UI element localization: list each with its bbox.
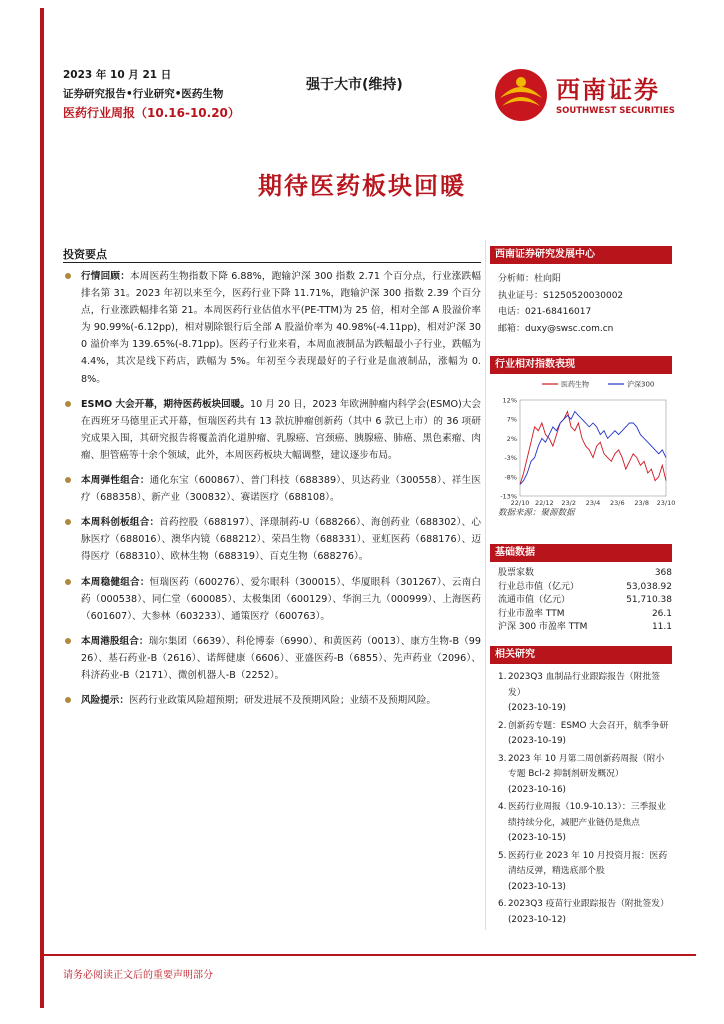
summary-bullet <box>63 396 481 464</box>
summary-bullets <box>63 268 481 717</box>
basic-data-value: 53,038.92 <box>626 581 672 592</box>
x-tick-label: 22/10 <box>510 499 530 507</box>
page-title: 期待医药板块回暖 <box>258 171 466 200</box>
y-tick-label: -13% <box>500 492 517 501</box>
bullet-lead: 本周弹性组合： <box>81 475 150 487</box>
related-report-title: 医药行业周报（10.9-10.13）：三季报业绩持续分化，减肥产业链仍是焦点 <box>508 802 666 828</box>
company-logo <box>494 66 674 122</box>
y-tick-label: 12% <box>502 396 517 405</box>
summary-bullet <box>63 633 481 684</box>
related-report[interactable] <box>498 670 670 717</box>
related-report-date: (2023-10-15) <box>508 833 566 843</box>
related-report[interactable] <box>498 800 670 847</box>
report-period: 医药行业周报（10.16-10.20） <box>63 106 240 120</box>
research-center-heading: 西南证券研究发展中心 <box>490 246 672 264</box>
bullet-lead: ESMO 大会开幕，期待医药板块回暖。 <box>81 398 250 410</box>
cert-number: 执业证号：S1250520030002 <box>498 290 624 301</box>
basic-data-value: 26.1 <box>651 608 672 619</box>
bottom-border <box>40 954 696 956</box>
bullet-lead: 本周稳健组合： <box>81 576 150 588</box>
related-report-number: 2. <box>498 720 507 731</box>
basic-data-row <box>490 594 672 608</box>
chart-source: 数据来源：聚源数据 <box>498 508 575 518</box>
summary-heading: 投资要点 <box>63 248 107 261</box>
y-tick-label: -3% <box>504 454 517 463</box>
related-report-number: 3. <box>498 753 507 764</box>
basic-data-label: 行业总市值（亿元） <box>498 581 580 592</box>
related-report-date: (2023-10-12) <box>508 914 566 925</box>
legend-label: 医药生物 <box>561 380 589 389</box>
chart-plot-frame <box>520 400 666 496</box>
relative-index-chart <box>490 376 676 507</box>
y-tick-label: 2% <box>506 434 517 443</box>
basic-data-label: 行业市盈率 TTM <box>498 608 565 619</box>
related-report-date: (2023-10-16) <box>508 784 566 795</box>
heading-divider <box>63 262 481 263</box>
disclaimer-footer: 请务必阅读正文后的重要声明部分 <box>63 970 213 981</box>
summary-bullet <box>63 574 481 625</box>
related-report-number: 5. <box>498 850 507 861</box>
logo-emblem-icon <box>494 68 548 122</box>
y-tick-label: 7% <box>506 415 517 424</box>
summary-bullet <box>63 268 481 388</box>
research-center <box>490 246 672 337</box>
basic-data-value: 51,710.38 <box>626 595 672 605</box>
email[interactable]: 邮箱：duxy@swsc.com.cn <box>498 323 614 334</box>
bullet-lead: 本周科创板组合： <box>81 517 160 529</box>
bullet-text: 瑞尔集团（6639）、科伦博泰（6990）、和黄医药（0013）、康方生物-B（9926）、基石药业-B（2616）、诺辉健康（6606）、亚盛医药-B（6855）、先声药业（2096）、科济药业-B（2171）、微创机器人-B（2252）。 <box>81 635 481 681</box>
bullet-text: 10 月 20 日，2023 年欧洲肿瘤内科学会(ESMO)大会在西班牙马德里正式开幕，恒瑞医药共有 13 款抗肿瘤创新药（其中 6 款已上市）的 36 项研究成果入围，其研究报告将覆盖消化道肿瘤、乳腺癌、宫颈癌、胰腺癌、肺癌、黑色素瘤、肉瘤、胆管癌等十余个领域，此外，本周医药板块大幅调整，建议逐步布局。 <box>81 398 481 461</box>
report-type: 证券研究报告•行业研究•医药生物 <box>63 88 224 100</box>
analyst: 分析师：杜向阳 <box>498 274 562 284</box>
basic-data-row <box>490 621 672 635</box>
basic-data-value: 368 <box>654 568 672 578</box>
related-report-title: 医药行业 2023 年 10 月投资月报：医药清结反弹，精选底部个股 <box>508 850 668 876</box>
bullet-text: 本周医药生物指数下降 6.88%，跑输沪深 300 指数 2.71 个百分点，行业涨跌幅排名第 31。2023 年初以来至今，医药行业下降 11.71%，跑输沪深 300 指数 2.39 个百分点，行业涨跌幅排名第 21。本周医药行业估值水平(PE-TTM)为 25 倍，相对全部 A 股溢价率为 90.99%(-6.12pp)，相对剔除银行后全部 A 股溢价率为 40.98%(-4.11pp)，相对沪深 300 溢价率为 139.65%(-8.71pp)。医药子行业来看，本周血液制品为跌幅最小子行业，跌幅为 4.4%，其次是线下药店，跌幅为 5%。年初至今表现最好的子行业是血液制品，涨幅为 0.8%。 <box>81 271 481 385</box>
x-tick-label: 23/10 <box>656 499 676 507</box>
x-tick-label: 23/8 <box>634 499 649 507</box>
related-report[interactable] <box>498 719 670 750</box>
bullet-lead: 风险提示： <box>81 695 129 707</box>
bullet-lead: 行情回顾： <box>81 271 130 282</box>
basic-data-label: 股票家数 <box>498 568 535 578</box>
related-report-date: (2023-10-19) <box>508 736 566 746</box>
logo-text-en: SOUTHWEST SECURITIES <box>556 106 675 116</box>
related-report-number: 1. <box>498 672 507 682</box>
related-report[interactable] <box>498 752 670 799</box>
related-report-title: 2023 年 10 月第二周创新药周报（附小专题 Bcl-2 抑制剂研发概况） <box>508 753 665 779</box>
x-tick-label: 23/4 <box>585 499 601 507</box>
bullet-text: 医药行业政策风险超预期；研发进展不及预期风险；业绩不及预期风险。 <box>128 695 436 707</box>
summary-heading-wrap <box>63 246 481 266</box>
related-report-date: (2023-10-19) <box>508 703 566 713</box>
bullet-text: 首药控股（688197）、泽璟制药-U（688266）、海创药业（688302）、心脉医疗（688016）、澳华内镜（688212）、荣昌生物（688331）、亚虹医药（688176）、迈得医疗（688310）、欧林生物（688319）、百克生物（688276）。 <box>81 517 482 563</box>
bullet-dot-icon <box>65 519 71 525</box>
related-report-title: 2023Q3 血制品行业跟踪报告（附批签发） <box>508 672 661 698</box>
basic-data-table <box>490 567 672 635</box>
basic-data-row <box>490 567 672 581</box>
bullet-dot-icon <box>65 273 71 279</box>
chart-section <box>490 356 676 518</box>
related-research-heading: 相关研究 <box>490 646 672 664</box>
bullet-dot-icon <box>65 697 71 703</box>
bullet-text: 通化东宝（600867）、普门科技（688389）、贝达药业（300558）、祥生医疗（688358）、新产业（300832）、赛诺医疗（688108）。 <box>81 475 482 504</box>
report-date: 2023 年 10 月 21 日 <box>63 69 172 81</box>
basic-data-label: 沪深 300 市盈率 TTM <box>498 622 588 632</box>
y-tick-label: -8% <box>504 473 517 482</box>
related-report[interactable] <box>498 849 670 896</box>
bullet-dot-icon <box>65 638 71 644</box>
basic-data <box>490 544 672 635</box>
related-report-number: 6. <box>498 899 507 909</box>
summary-bullet <box>63 514 481 565</box>
basic-data-heading: 基础数据 <box>490 544 672 562</box>
report-header <box>63 66 240 123</box>
related-report-title: 2023Q3 疫苗行业跟踪报告（附批签发） <box>508 899 669 909</box>
phone: 电话：021-68416017 <box>498 307 592 317</box>
summary-bullet <box>63 472 481 506</box>
column-divider <box>485 240 486 930</box>
x-tick-label: 22/12 <box>534 499 554 507</box>
bullet-text: 恒瑞医药（600276）、爱尔眼科（300015）、华厦眼科（301267）、云南白药（000538）、同仁堂（600085）、太极集团（600129）、华润三九（000999）、上海医药（601607）、大参林（603233）、通策医疗（600763）。 <box>81 576 482 622</box>
basic-data-label: 流通市值（亿元） <box>498 595 571 605</box>
related-research-list <box>490 670 672 928</box>
related-research <box>490 646 672 928</box>
basic-data-row <box>490 608 672 622</box>
summary-bullet <box>63 692 481 709</box>
bullet-dot-icon <box>65 401 71 407</box>
top-border <box>40 8 44 1008</box>
x-tick-label: 23/2 <box>561 499 576 507</box>
basic-data-value: 11.1 <box>651 622 672 632</box>
basic-data-row <box>490 581 672 595</box>
x-tick-label: 23/6 <box>610 499 625 507</box>
bullet-dot-icon <box>65 579 71 585</box>
rating: 强于大市(维持) <box>306 77 403 93</box>
bullet-lead: 本周港股组合： <box>81 635 149 647</box>
related-report-number: 4. <box>498 802 507 812</box>
chart-heading: 行业相对指数表现 <box>490 356 672 374</box>
related-report-title: 创新药专题：ESMO 大会召开，航季争研 <box>508 720 669 731</box>
related-report[interactable] <box>498 897 670 928</box>
legend-label: 沪深300 <box>627 380 655 389</box>
related-report-date: (2023-10-13) <box>508 881 566 892</box>
bullet-dot-icon <box>65 477 71 483</box>
logo-text-cn: 西南证券 <box>556 75 660 104</box>
